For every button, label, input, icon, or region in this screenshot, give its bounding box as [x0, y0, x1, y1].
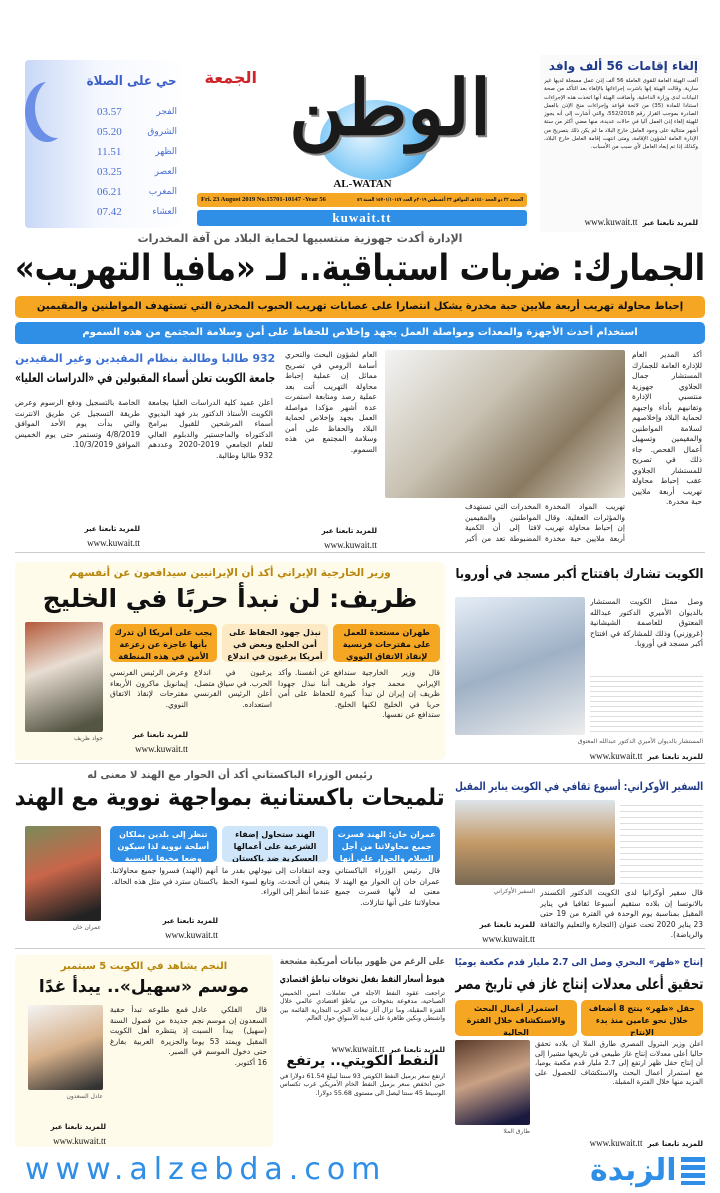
pakistan-more: للمزيد تابعنا عبر www.kuwait.tt [162, 917, 218, 940]
lead-col-1: أكد المدير العام للإدارة العامة للجمارك المستشار جمال الجلاوي جهوزية منتسبي الإدارة وتفانيهم بأداء واجبهم لحماية البلاد وإخلاصهم لسلامة المواطنين والمقيمين وتسهيل أعمال الفحص. جاء ذلك في تصريح للمستشار الجلاوي عقب إحباط محاولة تهريب أربعة ملايين حبة مخدرة. [632, 350, 702, 506]
zarif-kicker-wrap [15, 567, 445, 580]
date-ar-wrap [357, 197, 523, 203]
pakistan-pullquotes [110, 826, 440, 862]
prayer-time: 03.25 [97, 166, 122, 178]
pakistan-kicker-wrap [15, 770, 445, 782]
suhail-caption-wrap [28, 1093, 103, 1100]
suhail-more: للمزيد تابعنا عبر www.kuwait.tt [50, 1123, 106, 1146]
egypt-headline: تحقيق أعلى معدلات إنتاج غاز في تاريخ مصر [454, 975, 703, 993]
pullquote-box: يجب على أمريكا أن تدرك بأنها عاجزة عن زعزعة الأمن في هذه المنطقة [110, 624, 217, 662]
university-col-2: الخاصة بالتسجيل ودفع الرسوم وعرض طريقة التسجيل عن طريق الانترنت والتي بدأت يوم الأحد الموافق 4/8/2019 وتستمر حتى يوم الخميس الموافق 10/3/2019. [15, 398, 140, 449]
prayer-list [97, 102, 177, 222]
pakistan-kicker: رئيس الوزراء الباكستاني أكد أن الحوار مع الهند لا معنى له [87, 770, 373, 781]
mosque-more: للمزيد تابعنا عبر www.kuwait.tt [589, 751, 703, 761]
zarif-url[interactable]: www.kuwait.tt [135, 744, 188, 754]
masthead [195, 60, 530, 230]
site-bar[interactable] [197, 210, 527, 226]
prayer-name: العصر [154, 167, 177, 177]
prayer-name: الشروق [147, 127, 177, 137]
prayer-times-box [25, 60, 185, 228]
ukraine-headline: السفير الأوكراني: أسبوع ثقافي في الكويت يناير المقبل [454, 780, 703, 793]
footer-site-wrap[interactable] [25, 1152, 425, 1188]
university-more: للمزيد تابعنا عبر www.kuwait.tt [84, 525, 140, 548]
oil-body: تراجعت عقود النفط الآجلة في تعاملات أمس الخميس الصباحية، مدفوعة بتخوفات من تباطؤ اقتصادي عالمي خلال الفترة المقبلة، وما تزال آثار تبعات الحرب التجارية القائمة بين واشنطن وبكين ظاهرة على عديد الأسواق حول العالم. [280, 990, 445, 1023]
university-col-1: أعلن عميد كلية الدراسات العليا بجامعة الكويت الأستاذ الدكتور بدر فهد البديوي أسماء المرشحين للقبول ببرامج الدكتوراه والماجستير والدبلوم العالي للعام الجامعي 2019-2020 وعددهم 932 طالبا وطالبة. [148, 398, 273, 460]
suhail-headline: موسم «سهيل».. يبدأ غدًا [38, 977, 250, 997]
ukraine-body-side [620, 800, 703, 885]
zarif-caption: جواد ظريف [73, 735, 103, 742]
prayer-time: 06.21 [97, 186, 122, 198]
prayer-time: 07.42 [97, 206, 122, 218]
lead-headline-wrap [15, 247, 705, 293]
day-label: الجمعة [204, 68, 257, 87]
zarif-col-3: يرغبون في اندلاع الحرب. في سياق متصل، أعلن الرئيس الفرنسي استعداده. [194, 668, 272, 709]
footer-logo [590, 1153, 705, 1189]
menu-lines-icon [681, 1157, 705, 1185]
pullquote-box: حقل «ظهر» ينتج 8 أضعاف خلال نحو عامين منذ بدء الإنتاج [581, 1000, 703, 1036]
suhail-headline-wrap [15, 977, 273, 997]
egypt-kicker-wrap [455, 957, 703, 968]
date-en: Fri. 23 August 2019 No.15701-10147 -Year 56 [201, 196, 326, 204]
brief-body: ألغت الهيئة العامة للقوى العاملة 56 ألف إذن عمل مسجلة لديها غير سارية. وقالت الهيئة إنها باشرت إجراءاتها بالإلغاء بعد التأكد من صحة البيانات لدى وزارة الداخلية. وأضافت الهيئة أنها اتخذت هذه الإجراءات استنادا للمادة (35) من لائحة قواعد وإجراءات منح الإذن بالعمل الصادرة بموجب القرار رقم 552/2018، والتي أشارت إلى أنه يجوز للهيئة إلغاء إذن العمل آليا في حالات عديدة، منها مضي أكثر من ستة أشهر متتالية على وجود العامل خارج البلاد ما لم يكن ذلك بتصريح من الإدارة العامة لشؤون الإقامة، ومتى انتهت إقامة العامل خارج البلاد، وكذلك إذا تم إبعاد العامل لأي سبب من الأسباب. [544, 78, 698, 151]
university-kicker-wrap [15, 352, 275, 365]
site-link[interactable]: kuwait.tt [332, 210, 392, 225]
prayer-row [97, 162, 177, 182]
zarif-headline-wrap [15, 584, 445, 614]
prayer-time: 03.57 [97, 106, 122, 118]
brief-title: إلغاء إقامات 56 ألف وافد [548, 59, 698, 73]
prayer-name: العشاء [152, 207, 177, 217]
ukraine-photo [455, 800, 615, 885]
pakistan-col-2: وجه انتقادات إلى نيودلهي بقدر ما ينبغي أن أتحدث، وتابع لسوء الحظ عندما أنظر إلى الوراء. [222, 866, 330, 896]
lead-blue-bar-text: استخدام أحدث الأجهزة والمعدات ومواصلة العمل بجهد وإخلاص للحفاظ على أمن وسلامة المجتمع من هذه السموم [82, 327, 638, 338]
egypt-kicker: إنتاج «ظهر» البحري وصل الى 2.7 مليار قدم مكعبة يوميًا [454, 957, 703, 968]
lead-more: للمزيد تابعنا عبر www.kuwait.tt [321, 527, 377, 550]
zarif-col-4: وعرض الرئيس الفرنسي إيمانويل ماكرون الأربعاء مقترحات لإنقاذ الاتفاق النووي. [110, 668, 188, 709]
brief-url[interactable]: www.kuwait.tt [584, 217, 638, 227]
ukraine-more: للمزيد تابعنا عبر www.kuwait.tt [479, 921, 535, 944]
lead-col-4: العام لشؤون البحث والتحري أسامة الرومي في تصريح مماثل إن عملية إحباط محاولة التهريب أتت بعد عملية رصد ومتابعة استمرت عدة أشهر مؤكدا مواصلة العمل بجهد وإخلاص لحماية البلاد والحفاظ على أمن وسلامة المجتمع من هذه السموم. [285, 350, 377, 454]
oil-url[interactable]: www.kuwait.tt [331, 1044, 385, 1054]
ukraine-url[interactable]: www.kuwait.tt [482, 934, 535, 944]
date-bar [197, 193, 527, 207]
brief-more: للمزيد تابعنا عبر www.kuwait.tt [584, 217, 698, 227]
university-kicker: 932 طالبا وطالبة بنظام المقيدين وغير المقيدين [15, 352, 275, 365]
zarif-more: للمزيد تابعنا عبر www.kuwait.tt [132, 731, 188, 754]
oil-kicker: على الرغم من ظهور بيانات أمريكية مشجعة [279, 957, 445, 967]
newspaper-logo-wrap [265, 62, 515, 153]
ukraine-caption-wrap [455, 888, 535, 895]
mosque-headline-wrap [455, 567, 703, 583]
lead-url[interactable]: www.kuwait.tt [324, 540, 377, 550]
oil-headline-2-wrap [280, 1053, 445, 1070]
prayer-row [97, 142, 177, 162]
egypt-more: للمزيد تابعنا عبر www.kuwait.tt [589, 1138, 703, 1148]
lead-orange-bar-text: إحباط محاولة تهريب أربعة ملايين حبة مخدرة يشكل انتصارا على عصابات تهريب الحبوب المخدرة التي تستهدف المواطنين والمقيمين [36, 301, 684, 312]
university-headline-wrap [15, 370, 275, 385]
suhail-caption: عادل السعدون [66, 1093, 103, 1100]
lead-blue-bar [15, 322, 705, 344]
egypt-url[interactable]: www.kuwait.tt [589, 1138, 643, 1148]
mosque-caption-wrap [455, 738, 703, 745]
prayer-title-wrap [87, 74, 177, 90]
oil-kicker-wrap [280, 957, 445, 968]
oil-more: للمزيد تابعنا عبر www.kuwait.tt [331, 1044, 445, 1054]
suhail-kicker: النجم يشاهد في الكويت 5 سبتمبر [60, 961, 228, 972]
prayer-row [97, 202, 177, 222]
pakistan-headline-wrap [15, 785, 445, 813]
ukraine-caption: السفير الأوكراني [493, 888, 535, 895]
suhail-url[interactable]: www.kuwait.tt [53, 1136, 106, 1146]
pakistan-col-3: أنهم (الهند) فسروا جميع محاولاتنا. باكستان سترد في مثل هذه الحالة. [110, 866, 218, 886]
egypt-body: أعلن وزير البترول المصري طارق الملا أن بلاده تحقق حاليا أعلى معدلات إنتاج غاز طبيعي في تاريخها مشيرا إلى أن إنتاج حقل ظهر ارتفع إلى 2.7 مليار قدم مكعبة يوميا، مع استمرار أعمال البحث والاستكشاف للحصول على المزيد منها خلال الفترة المقبلة. [535, 1040, 703, 1087]
prayer-name: الظهر [155, 147, 177, 157]
suhail-col-1: قال الفلكي عادل السعدون إن موسم نجم (سهيل) يبدأ السبت المقبل ويمتد 53 يوما حتى دخول الموسم في 16 أكتوبر. [192, 1005, 267, 1067]
prayer-time: 11.51 [97, 146, 122, 158]
university-headline: جامعة الكويت تعلن أسماء المقبولين في «الدراسات العليا» [14, 370, 275, 385]
mosque-url[interactable]: www.kuwait.tt [589, 751, 643, 761]
pullquote-box: طهران مستعدة للعمل على مقترحات فرنسية لإنقاذ الاتفاق النووي [333, 624, 440, 662]
brief-box [540, 55, 702, 232]
pullquote-box: نبذل جهود الحفاظ على أمن الخليج وبعض في أمريكا يرغبون في اندلاع [222, 624, 329, 662]
pakistan-caption: عمران خان [72, 924, 101, 931]
moon-icon [35, 78, 79, 138]
lead-col-2: تهريب المواد المخدرة والمؤثرات العقلية. وقال إن إحباط محاولة تهريب أربعة ملايين حبة مخدرة [545, 502, 625, 543]
latin-name: AL-WATAN [333, 178, 392, 190]
prayer-row [97, 122, 177, 142]
zarif-caption-wrap [25, 735, 103, 742]
ukraine-headline-wrap [455, 780, 703, 793]
egypt-photo [455, 1040, 530, 1125]
oil-body-2: ارتفع سعر برميل النفط الكويتي 93 سنتا ليبلغ 61.54 دولارا في حين انخفض سعر برميل النفط الخام الأمريكي غرب تكساس الوسيط 45 سنتا ليصل الى مستوى 55.68 دولارا. [280, 1073, 445, 1097]
mosque-headline: الكويت تشارك بافتتاح أكبر مسجد في أوروبا [454, 567, 703, 582]
newspaper-logo: الوطن [289, 63, 491, 152]
lead-kicker: الإدارة أكدت جهوزية منتسبيها لحماية البلاد من آفة المخدرات [137, 232, 463, 245]
zarif-photo [25, 622, 103, 732]
egypt-caption: طارق الملا [503, 1128, 530, 1135]
pakistan-caption-wrap [25, 924, 101, 931]
lead-headline: الجمارك: ضربات استباقية.. لـ «مافيا التهريب» [14, 248, 705, 289]
pullquote-box: عمران خان: الهند فسرت جميع محاولاتنا من أجل السلام والحوار على أنها [333, 826, 440, 862]
mosque-body-cont [590, 672, 703, 732]
oil-headline-wrap [280, 975, 445, 986]
university-url[interactable]: www.kuwait.tt [87, 538, 140, 548]
footer-logo-text: الزبدة [590, 1153, 677, 1188]
suhail-col-2: فمع طلوعه تبدأ حقبة جديدة من فصول السنة إذ ينتظره أهل الكويت والجزيرة العربية بفارغ الصبر. [110, 1005, 188, 1056]
date-ar: الجمعة ٢٢ ذو الحجة ١٤٤٠هـ الموافق ٢٣ أغسطس ٢٠١٩م العدد ١٥٧٠١/١٠١٤٧ السنة ٥٦ [356, 197, 523, 203]
suhail-kicker-wrap [15, 961, 273, 973]
lead-kicker-wrap [100, 232, 500, 245]
zarif-col-1: قال وزير الخارجية الإيراني محمد جواد ظريف إن إيران لن تبدأ حربا في الخليج لكنها ستدافع عن نفسها. [362, 668, 440, 719]
prayer-title: حي على الصلاة [86, 74, 177, 89]
brief-title-wrap [544, 59, 698, 74]
pullquote-box: تنظر إلى بلدين يملكان أسلحة نووية لذا سيكون وضعا مخيفا بالنسبة [110, 826, 217, 862]
mosque-photo [455, 597, 585, 735]
mosque-body: وصل ممثل الكويت المستشار بالديوان الأميري الدكتور عبدالله المعتوق للعاصمة الشيشانية (غروزني) وذلك للمشاركة في افتتاح أكبر مسجد في أوروبا. [590, 597, 703, 648]
prayer-time: 05.20 [97, 126, 122, 138]
prayer-name: المغرب [148, 187, 177, 197]
zarif-pullquotes [110, 624, 440, 662]
zarif-col-2: سندافع عن أنفسنا. وأكد ظريف أننا نبذل جهودا كبيرة للحفاظ على أمن الخليج. [278, 668, 356, 709]
prayer-name: الفجر [156, 107, 177, 117]
pullquote-box: الهند ستحاول إضفاء الشرعية على أعمالها العسكرية ضد باكستان [222, 826, 329, 862]
pakistan-url[interactable]: www.kuwait.tt [165, 930, 218, 940]
prayer-row [97, 182, 177, 202]
footer-site[interactable]: www.alzebda.com [25, 1152, 387, 1187]
pullquote-box: استمرار أعمال البحث والاستكشاف خلال الفترة الحالية [455, 1000, 577, 1036]
egypt-caption-wrap [455, 1128, 530, 1135]
mosque-caption: المستشار بالديوان الأميري الدكتور عبدالله المعتوق [577, 738, 703, 745]
zarif-kicker: وزير الخارجية الإيراني أكد أن الإيرانيين سيدافعون عن أنفسهم [69, 567, 391, 579]
pakistan-headline: تلميحات باكستانية بمواجهة نووية مع الهند [15, 785, 445, 811]
egypt-headline-wrap [455, 975, 703, 993]
lead-orange-bar [15, 296, 705, 318]
zarif-headline: ظريف: لن نبدأ حربًا في الخليج [42, 584, 418, 613]
ukraine-body: قال سفير أوكرانيا لدى الكويت الدكتور ألكسندر بالانوتسا إن بلاده ستقيم أسبوعا ثقافيا في يناير المقبل بمناسبة يوم الوحدة في الفترة من 19 حتى 23 يناير 2020 تحت عنوان (التجارة والتعليم والثقافة والرياضة). [540, 888, 703, 939]
pakistan-photo [25, 826, 101, 921]
lead-col-3: المخدرات التي تستهدف المواطنين والمقيمين لافتا إلى أن الكمية المضبوطة تعد من أكبر [465, 502, 541, 543]
egypt-pullquotes [455, 1000, 703, 1036]
pakistan-col-1: قال رئيس الوزراء الباكستاني عمران خان إن الحوار مع الهند لا معنى له لأنها فسرت جميع محاولاتنا على أنها تنازلات. [335, 866, 440, 907]
prayer-row [97, 102, 177, 122]
lead-photo [385, 350, 625, 498]
suhail-photo [28, 1005, 103, 1090]
day-label-wrap [195, 68, 257, 87]
oil-headline-2: النفط الكويتي.. يرتفع [286, 1053, 439, 1069]
oil-headline: هبوط أسعار النفط بفعل تخوفات تباطؤ اقتصادي [279, 975, 445, 985]
